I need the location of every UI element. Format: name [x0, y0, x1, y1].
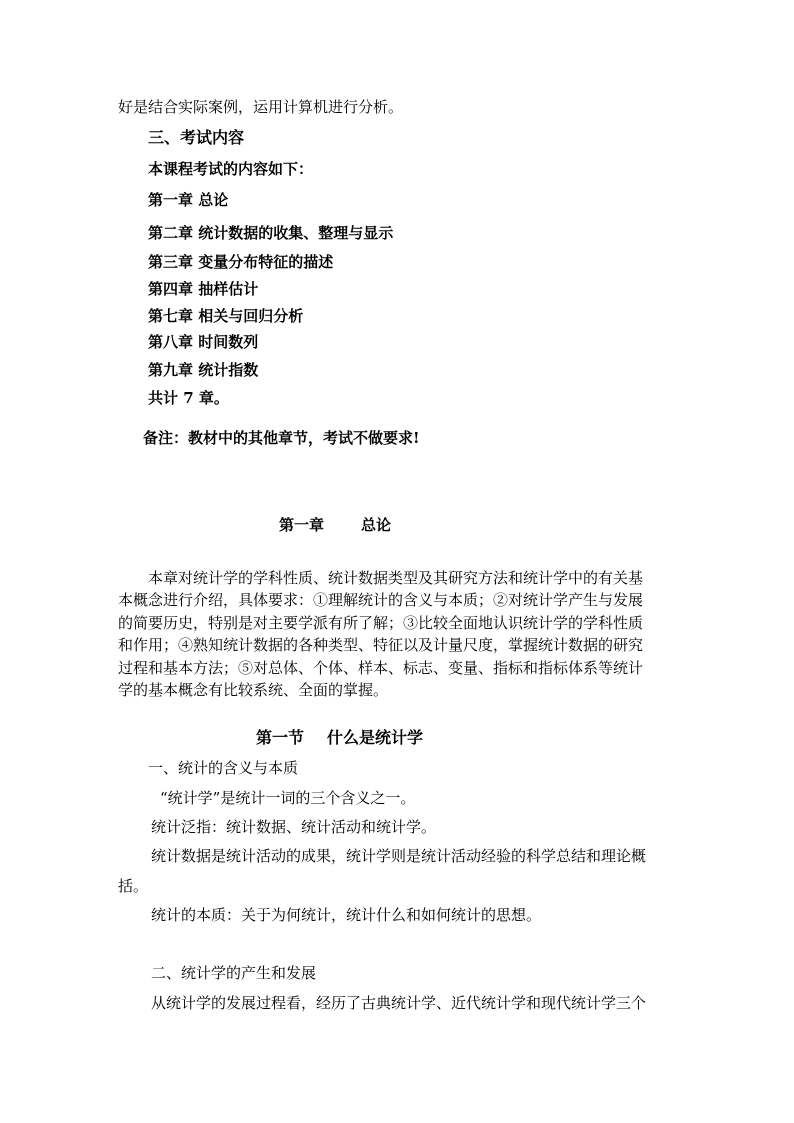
summary-line: 的简要历史，特别是对主要学派有所了解；③比较全面地认识统计学的学科性质 — [118, 613, 644, 632]
subsection-heading: 二、统计学的产生和发展 — [151, 964, 317, 982]
summary-line: 过程和基本方法；⑤对总体、个体、样本、标志、变量、指标和指标体系等统计 — [118, 658, 644, 677]
chapter-summary — [118, 567, 674, 701]
exam-chapter-item: 第九章 统计指数 — [148, 361, 259, 379]
summary-line: 本概念进行介绍，具体要求：①理解统计的含义与本质；②对统计学产生与发展 — [118, 591, 644, 610]
summary-line: 和作用；④熟知统计数据的各种类型、特征以及计量尺度，掌握统计数据的研究 — [118, 636, 644, 655]
continuation-line: 好是结合实际案例，运用计算机进行分析。 — [118, 98, 404, 116]
summary-line: 本章对统计学的学科性质、统计数据类型及其研究方法和统计学中的有关基 — [148, 569, 644, 587]
exam-note: 备注：教材中的其他章节，考试不做要求! — [143, 429, 420, 447]
body-paragraph: 从统计学的发展过程看，经历了古典统计学、近代统计学和现代统计学三个 — [151, 994, 647, 1012]
exam-content-intro: 本课程考试的内容如下： — [148, 160, 314, 178]
summary-line: 学的基本概念有比较系统、全面的掌握。 — [118, 681, 389, 700]
body-paragraph: “统计学”是统计一词的三个含义之一。 — [160, 789, 416, 807]
exam-chapter-item: 第三章 变量分布特征的描述 — [148, 253, 334, 271]
chapter-total: 共计 7 章。 — [148, 389, 229, 407]
section-title-name: 什么是统计学 — [327, 728, 424, 747]
body-paragraph-continuation: 括。 — [118, 877, 149, 895]
chapter-title-name: 总论 — [361, 516, 392, 534]
body-paragraph: 统计的本质：关于为何统计，统计什么和如何统计的思想。 — [151, 906, 542, 924]
chapter-title-number: 第一章 — [279, 516, 325, 534]
exam-chapter-item: 第八章 时间数列 — [148, 333, 259, 351]
section-title-number: 第一节 — [256, 728, 305, 747]
exam-content-heading: 三、考试内容 — [148, 128, 245, 147]
body-paragraph: 统计数据是统计活动的成果，统计学则是统计活动经验的科学总结和理论概 — [151, 847, 647, 865]
exam-chapter-item: 第四章 抽样估计 — [148, 280, 259, 298]
exam-chapter-item: 第一章 总论 — [148, 191, 229, 209]
subsection-heading: 一、统计的含义与本质 — [148, 759, 299, 777]
body-paragraph: 统计泛指：统计数据、统计活动和统计学。 — [151, 818, 437, 836]
exam-chapter-item: 第七章 相关与回归分析 — [148, 307, 304, 325]
exam-chapter-item: 第二章 统计数据的收集、整理与显示 — [148, 224, 394, 242]
